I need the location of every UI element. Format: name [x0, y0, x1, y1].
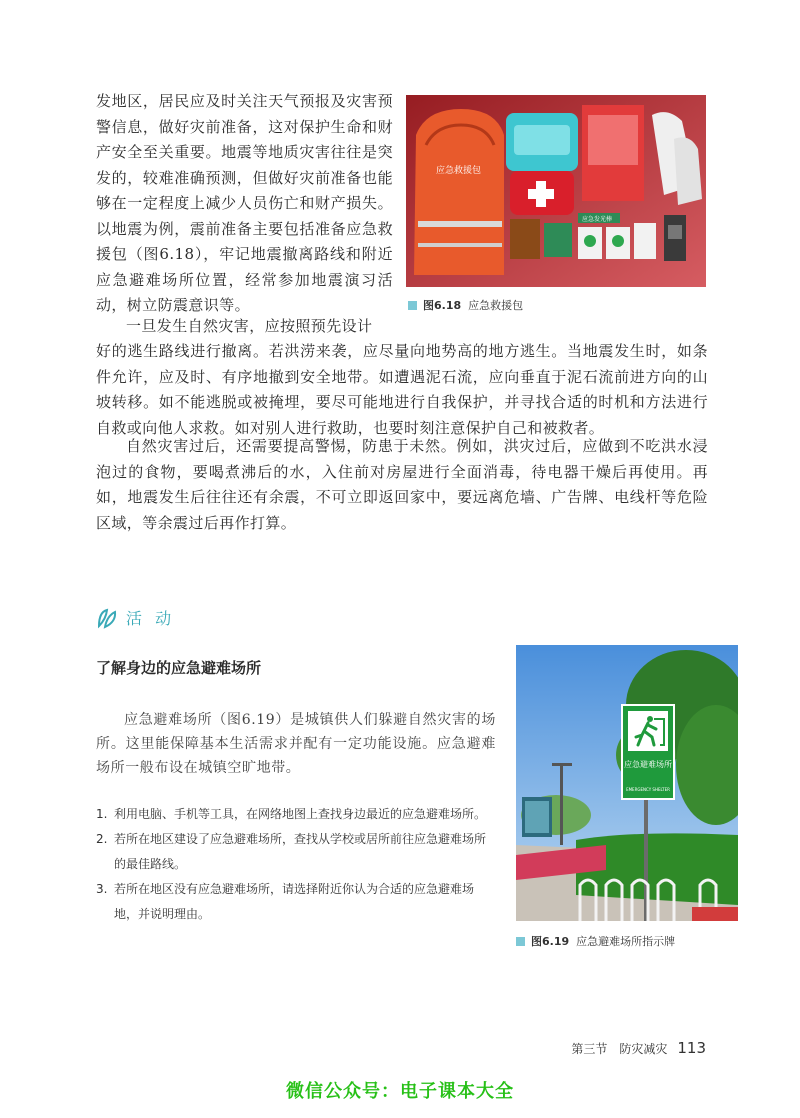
activity-header — [96, 606, 175, 629]
step-text: 若所在地区没有应急避难场所，请选择附近你认为合适的应急避难场地，并说明理由。 — [114, 882, 475, 921]
shelter-sign-photo — [516, 645, 738, 921]
escape-paragraph-text: 好的逃生路线进行撤离。若洪涝来袭，应尽量向地势高的地方逃生。当地震发生时，如条件允许，应及时、有序地撤到安全地带。如遭遇泥石流，应向垂直于泥石流前进方向的山坡转移。如不能逃脱或被掩埋，要尽可能地进行自我保护，并寻找合适的时机和方法进行自救或向他人求救。如对别人进行救助，也要时刻注意保护自己和被救者。 — [96, 342, 708, 437]
list-item — [96, 827, 496, 877]
activity-title: 了解身边的应急避难场所 — [96, 659, 262, 677]
figure-6-19-caption — [516, 933, 675, 949]
intro-paragraph-text: 发地区，居民应及时关注天气预报及灾害预警信息，做好灾前准备，这对保护生命和财产安全至关重要。地震等地质灾害往往是突发的，较难准确预测，但做好灾前准备也能够在一定程度上减少人员伤亡和财产损失。以地震为例，震前准备主要包括准备应急救援包（图6.18），牢记地震撤离路线和附近应急避难场所位置，经常参加地震演习活动，树立防震意识等。 — [96, 92, 393, 314]
step-number: 3. — [96, 882, 108, 896]
after-disaster-paragraph — [96, 434, 708, 536]
caption-marker-icon — [516, 937, 525, 946]
activity-intro — [96, 708, 496, 780]
escape-paragraph — [96, 339, 708, 441]
figure-6-18-caption — [408, 297, 523, 313]
wechat-watermark: 微信公众号：电子课本大全 — [286, 1081, 514, 1102]
figure-6-18-label: 图6.18 — [423, 299, 462, 312]
figure-6-18-caption-text: 应急救援包 — [468, 299, 524, 312]
step-text: 若所在地区建设了应急避难场所，查找从学校或居所前往应急避难场所的最佳路线。 — [114, 832, 487, 871]
activity-label: 活 动 — [126, 609, 176, 628]
step-text: 利用电脑、手机等工具，在网络地图上查找身边最近的应急避难场所。 — [114, 807, 487, 821]
activity-steps — [96, 802, 496, 927]
figure-6-19-label: 图6.19 — [531, 935, 570, 948]
step-number: 2. — [96, 832, 108, 846]
bag-print: 应急救援包 — [436, 166, 482, 176]
escape-paragraph-lead-text: 一旦发生自然灾害，应按照预先设计 — [126, 317, 373, 335]
emergency-kit-illustration — [406, 95, 706, 287]
list-item — [96, 802, 496, 827]
sign-text-en: EMERGENCY SHELTER — [626, 787, 670, 792]
escape-paragraph-lead — [96, 314, 396, 340]
emergency-kit-photo — [406, 95, 706, 287]
figure-6-19-caption-text: 应急避难场所指示牌 — [576, 935, 676, 948]
kit-label: 应急发光棒 — [582, 216, 613, 223]
sign-text-cn: 应急避难场所 — [624, 760, 672, 769]
after-disaster-paragraph-text: 自然灾害过后，还需要提高警惕，防患于未然。例如，洪灾过后，应做到不吃洪水浸泡过的食物，要喝煮沸后的水，入住前对房屋进行全面消毒，待电器干燥后再使用。再如，地震发生后往往还有余震，不可立即返回家中，要远离危墙、广告牌、电线杆等危险区域，等余震过后再作打算。 — [96, 437, 708, 532]
page-footer — [571, 1039, 706, 1057]
section-title: 第三节 防灾减灾 — [571, 1042, 668, 1056]
shelter-sign-illustration — [516, 645, 738, 921]
page-number: 113 — [677, 1039, 706, 1057]
activity-leaf-icon — [96, 607, 118, 629]
caption-marker-icon — [408, 301, 417, 310]
step-number: 1. — [96, 807, 108, 821]
activity-intro-text: 应急避难场所（图6.19）是城镇供人们躲避自然灾害的场所。这里能保障基本生活需求并配有一定功能设施。应急避难场所一般布设在城镇空旷地带。 — [96, 712, 496, 776]
list-item — [96, 877, 496, 927]
intro-paragraph — [96, 89, 393, 319]
